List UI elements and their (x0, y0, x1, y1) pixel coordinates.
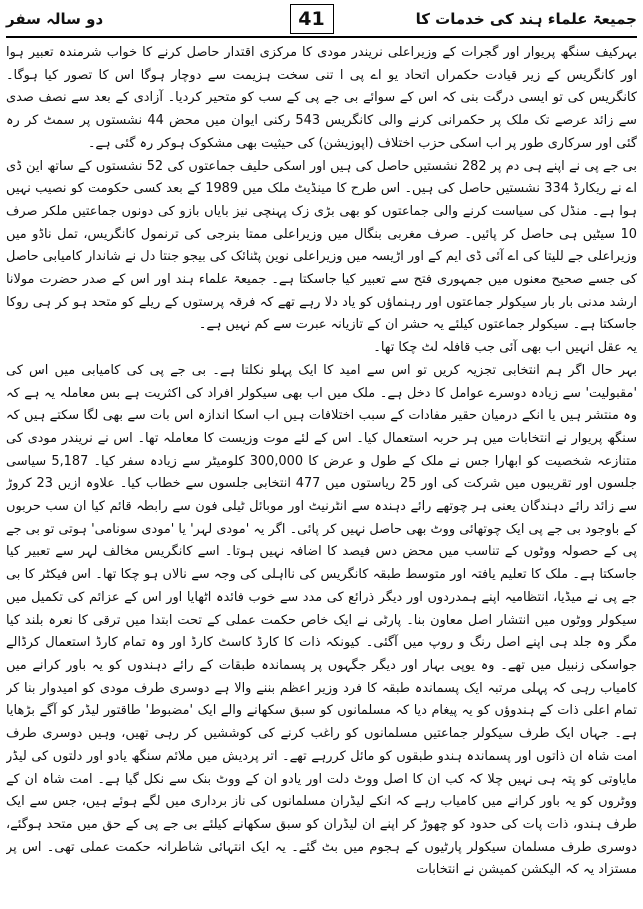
article-body (6, 42, 637, 905)
paragraph: یہ عقل انہیں اب بھی آئی جب قافلہ لٹ چکا تھا۔ (373, 340, 637, 356)
page-number: 41 (290, 4, 334, 34)
header-divider (6, 36, 637, 38)
paragraph: بہر حال اگر ہم انتخابی تجزیہ کریں تو اس سے امید کا ایک پہلو نکلتا ہے۔ بی جے پی کی کامیابی میں اس کی 'مقبولیت' سے زیادہ دوسرے عوامل کا دخل ہے۔ ملک میں اب بھی سیکولر افراد کی اکثریت ہے بس معاملہ یہ ہے کہ وہ منتشر ہیں یا انکے درمیان حقیر مفادات کے سبب اختلافات ہیں اب اسکا اندازہ اس بات سے بھی لگا سکتے ہیں کہ سنگھ پریوار نے انتخابات میں ہر حربہ استعمال کیا۔ اس کے لئے موت وزیست کا معاملہ تھا۔ اس نے نریندر مودی کی متنازعہ شخصیت کو ابھارا جس نے ملک کے طول و عرض کا 300,000 کلومیٹر سے زیادہ سفر کیا۔ 5,187 سیاسی جلسوں اور تقریبوں میں شرکت کی اور 25 ریاستوں میں 477 انتخابی جلسوں سے خطاب کیا۔ علاوہ ازیں 23 کروڑ سے زائد رائے دہندگان یعنی ہر چوتھے رائے دہندہ سے انٹرنیٹ اور موبائل ٹیلی فون سے رابطہ قائم کیا ان سب حربوں کے باوجود بی جے پی ایک چوتھائی ووٹ بھی حاصل نہیں کر پائی۔ اگر یہ 'مودی لہر' یا 'مودی سونامی' ہوتی تو بی جے پی کے حصولہ ووٹوں کے تناسب میں محض دس فیصد کا اضافہ نہیں ہوتا۔ اسے کانگریس مخالف لہر سے تعبیر کیا جاسکتا ہے۔ ملک کا تعلیم یافتہ اور متوسط طبقہ کانگریس کی نااہلی کی وجہ سے نالاں ہو چکا تھا۔ اس فیکٹر کا بی جے پی نے میڈیا، انتظامیہ اپنے ہمدردوں اور دیگر ذرائع کی مدد سے خوب فائدہ اٹھایا اور اس کے عزائم کی تکمیل میں سیکولر ووٹوں میں انتشار اصل معاون بنا۔ پارٹی نے ایک خاص حکمت عملی کے تحت ابتدا میں ترقی کا نعرہ بلند کیا مگر وہ جلد ہی اپنے اصل رنگ و روپ میں آگئی۔ کیونکہ ذات کا کارڈ کاسٹ کارڈ اور وہ تمام کارڈ استعمال کرڈالے جواسکی زنبیل میں تھے۔ وہ یوپی بہار اور دیگر جگہوں پر پسماندہ طبقات کے رائے دہندوں کو یہ باور کرانے میں کامیاب رہی کہ پہلی مرتبہ ایک پسماندہ طبقہ کا فرد وزیر اعظم بننے والا ہے دوسری طرف مودی کو امیدوار بنا کر تمام اعلی ذات کے ہندوؤں کو یہ پیغام دیا کہ مسلمانوں کو سبق سکھانے والے ایک 'مضبوط' طاقتور لیڈر کو آگے بڑھایا ہے۔ جہاں ایک طرف سیکولر جماعتیں مسلمانوں کو راغب کرنے کی کوششیں کر رہی تھیں، وہیں دوسری طرف امت شاہ ان ذاتوں اور پسماندہ ہندو طبقوں کو مائل کررہے تھے۔ اتر پردیش میں ملائم سنگھ یادو اور دلتوں کی لیڈر مایاوتی کو پتہ ہی نہیں چلا کہ کب ان کا اصل ووٹ دلت اور یادو ان کے ووٹ بنک سے نکل گیا ہے۔ امت شاہ ان کے ووٹروں کو یہ باور کرانے میں کامیاب رہے کہ انکے لیڈران مسلمانوں کی ناز برداری میں لگے ہوئے ہیں، جس سے ایک طرف ہندو، ذات پات کی حدود کو چھوڑ کر اپنے ان لیڈران کو سبق سکھانے کیلئے بی جے پی کے حق میں متحد ہوگئے، دوسری طرف مسلمان سیکولر پارٹیوں کے ہجوم میں بٹ گئے۔ یہ ایک انتہائی شاطرانہ حکمت عملی تھی۔ اس پر مستزاد یہ کہ الیکشن کمیشن نے انتخابات (6, 362, 637, 878)
section-title: دو سالہ سفر (6, 10, 104, 28)
book-title: جمیعۃ علماء ہند کی خدمات کا (415, 10, 637, 28)
paragraph: بہرکیف سنگھ پریوار اور گجرات کے وزیراعلی نریندر مودی کا مرکزی اقتدار حاصل کرنے کا خواب شرمندہ تعبیر ہوا اور کانگریس کے زیر قیادت حکمراں اتحاد یو اے پی ا تنی سخت ہزیمت سے دوچار ہوگا اس کا تصور کیا ہوگا۔ کانگریس کی تو ایسی درگت بنی کہ اس کے سوائے بی جے پی کے سب کو متحیر کردیا۔ آزادی کے بعد سے نصف صدی سے زائد عرصے تک ملک پر حکمرانی کرنے والی کانگریس 543 رکنی ایوان میں محض 44 نشستوں پر سمٹ کر رہ گئی اور سرکاری طور پر اب اسکی حزب اختلاف (اپوزیشن) کی حیثیت بھی مشکوک ہوکر رہ گئی ہے۔ (6, 45, 637, 151)
page-header (6, 3, 637, 35)
paragraph: بی جے پی نے اپنے ہی دم پر 282 نشستیں حاصل کی ہیں اور اسکی حلیف جماعتوں کی 52 نشستوں کے ساتھ این ڈی اے نے ریکارڈ 334 نشستیں حاصل کی ہیں۔ اس طرح کا مینڈیٹ ملک میں 1989 کے بعد کسی حکومت کو نصیب نہیں ہوا ہے۔ منڈل کی سیاست کرنے والی جماعتوں کو بھی بڑی زک پہنچی نیز بایاں بازو کی دونوں جماعتیں ملکر صرف 10 سیٹیں ہی حاصل کر پائیں۔ صرف مغربی بنگال میں وزیراعلی ممتا بنرجی کی ترنمول کانگریس، تمل ناڈو میں وزیراعلی جے للیتا کی اے آئی ڈی ایم کے اور اڑیسہ میں وزیراعلی نوین پٹنائک کی بیجو جنتا دل نے شاندار کامیابی حاصل کی جسے صحیح معنوں میں جمہوری فتح سے تعبیر کیا جاسکتا ہے۔ جمیعۃ علماء ہند اور اس کے صدر حضرت مولانا ارشد مدنی بار بار سیکولر جماعتوں اور رہنماؤں کو یاد دلا رہے تھے کہ فرقہ پرستوں کے ریلے کو متحد ہو کر ہی روکا جاسکتا ہے۔ سیکولر جماعتوں کیلئے یہ حشر ان کے تازیانہ عبرت سے کم نہیں ہے۔ (6, 158, 637, 333)
